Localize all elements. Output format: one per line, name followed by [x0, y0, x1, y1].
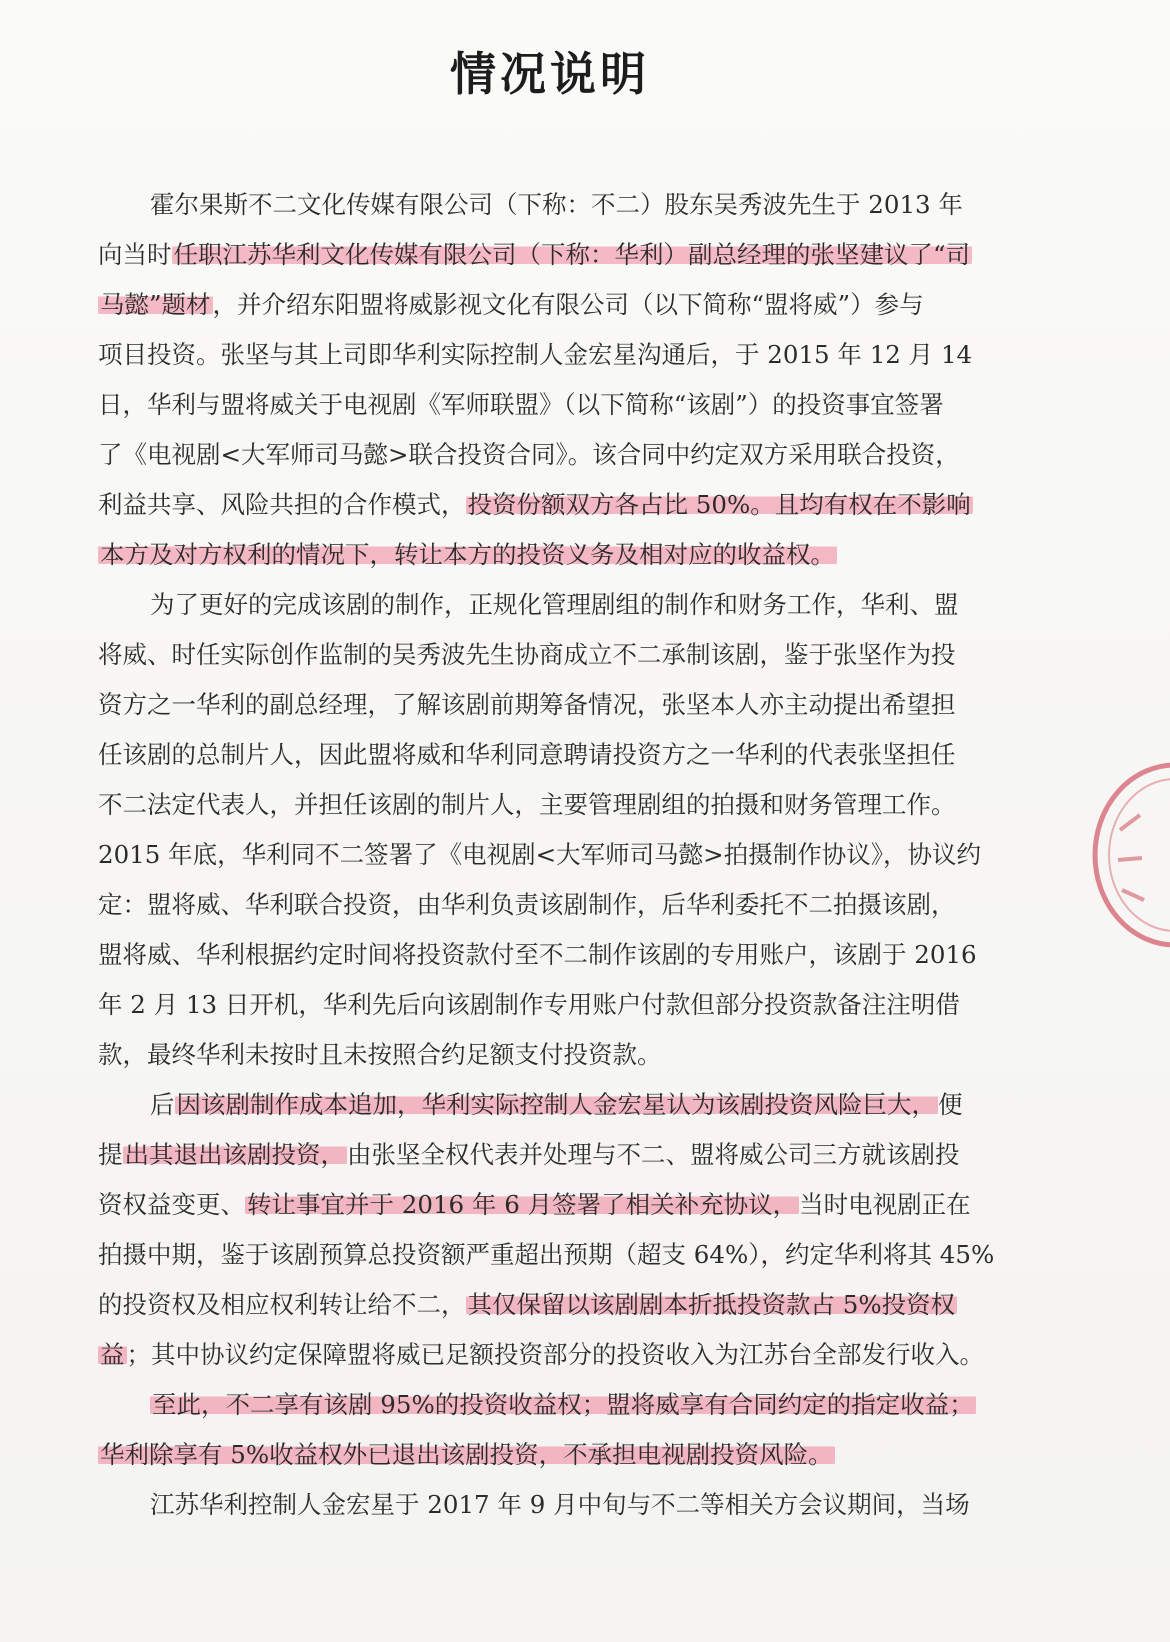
text-line — [98, 1230, 998, 1280]
text-line — [98, 1480, 998, 1530]
highlighted-text: 本方及对方权利的情况下，转让本方的投资义务及相对应的收益权。 — [100, 540, 835, 569]
text-segment: 江苏华利控制人金宏星于 2017 年 9 月中旬与不二等相关方会议期间，当场 — [150, 1490, 970, 1519]
text-segment: 2015 年底，华利同不二签署了《电视剧<大军师司马懿>拍摄制作协议》，协议约 — [98, 840, 981, 869]
text-segment: 项目投资。张坚与其上司即华利实际控制人金宏星沟通后，于 2015 年 12 月 14 — [98, 340, 973, 369]
highlighted-text: 益 — [100, 1340, 125, 1369]
text-line — [98, 1330, 998, 1380]
text-line — [98, 1280, 998, 1330]
text-segment: 日，华利与盟将威关于电视剧《军师联盟》（以下简称“该剧”）的投资事宜签署 — [98, 390, 944, 419]
text-line — [98, 680, 998, 730]
document-body — [98, 180, 998, 1530]
text-line — [98, 630, 998, 680]
text-segment: 霍尔果斯不二文化传媒有限公司（下称：不二）股东吴秀波先生于 2013 年 — [150, 190, 963, 219]
text-segment: ；其中协议约定保障盟将威已足额投资部分的投资收入为江苏台全部发行收入。 — [126, 1340, 984, 1369]
text-segment: 利益共享、风险共担的合作模式， — [98, 490, 466, 519]
text-line — [98, 330, 998, 380]
text-segment: 拍摄中期，鉴于该剧预算总投资额严重超出预期（超支 64%），约定华利将其 45% — [98, 1240, 995, 1269]
text-line — [98, 180, 998, 230]
text-segment: 盟将威、华利根据约定时间将投资款付至不二制作该剧的专用账户，该剧于 2016 — [98, 940, 977, 969]
text-line — [98, 480, 998, 530]
highlighted-text: 因该剧制作成本追加，华利实际控制人金宏星认为该剧投资风险巨大， — [176, 1090, 936, 1119]
highlighted-text: 投资份额双方各占比 50%。且均有权在不影响 — [467, 490, 971, 519]
text-segment: 当时电视剧正在 — [799, 1190, 971, 1219]
highlighted-text: 出其退出该剧投资， — [124, 1140, 345, 1169]
highlighted-text: 其仅保留以该剧剧本折抵投资款占 5%投资权 — [467, 1290, 956, 1319]
text-line — [98, 730, 998, 780]
text-segment: 了《电视剧<大军师司马懿>联合投资合同》。该合同中约定双方采用联合投资， — [98, 440, 960, 469]
text-line — [98, 780, 998, 830]
text-segment: 为了更好的完成该剧的制作，正规化管理剧组的制作和财务工作，华利、盟 — [150, 590, 959, 619]
text-segment: 后 — [150, 1090, 175, 1119]
text-segment: 由张坚全权代表并处理与不二、盟将威公司三方就该剧投 — [347, 1140, 960, 1169]
text-line — [98, 530, 998, 580]
text-line — [98, 1080, 998, 1130]
text-segment: 资权益变更、 — [98, 1190, 245, 1219]
text-line — [98, 880, 998, 930]
text-line — [98, 430, 998, 480]
text-segment: 将威、时任实际创作监制的吴秀波先生协商成立不二承制该剧，鉴于张坚作为投 — [98, 640, 956, 669]
text-segment: 便 — [938, 1090, 963, 1119]
text-line — [98, 230, 998, 280]
text-segment: 提 — [98, 1140, 123, 1169]
text-segment: 定：盟将威、华利联合投资，由华利负责该剧制作，后华利委托不二拍摄该剧， — [98, 890, 956, 919]
text-segment: 向当时 — [98, 240, 172, 269]
text-line — [98, 580, 998, 630]
text-line — [98, 280, 998, 330]
text-line — [98, 930, 998, 980]
highlighted-text: 马懿”题材 — [100, 290, 211, 319]
text-line — [98, 1430, 998, 1480]
text-line — [98, 1030, 998, 1080]
text-segment: 款，最终华利未按时且未按照合约足额支付投资款。 — [98, 1040, 662, 1069]
highlighted-text: 转让事宜并于 2016 年 6 月签署了相关补充协议， — [247, 1190, 798, 1219]
text-segment: 不二法定代表人，并担任该剧的制片人，主要管理剧组的拍摄和财务管理工作。 — [98, 790, 956, 819]
text-segment: 任该剧的总制片人，因此盟将威和华利同意聘请投资方之一华利的代表张坚担任 — [98, 740, 956, 769]
text-segment: 资方之一华利的副总经理，了解该剧前期筹备情况，张坚本人亦主动提出希望担 — [98, 690, 956, 719]
highlighted-text: 华利除享有 5%收益权外已退出该剧投资，不承担电视剧投资风险。 — [100, 1440, 833, 1469]
text-line — [98, 380, 998, 430]
document-title: 情况说明 — [450, 47, 650, 101]
text-line — [98, 1180, 998, 1230]
text-line — [98, 1380, 998, 1430]
text-segment: ，并介绍东阳盟将威影视文化有限公司（以下简称“盟将威”）参与 — [212, 290, 924, 319]
text-line — [98, 830, 998, 880]
text-line — [98, 980, 998, 1030]
highlighted-text: 至此，不二享有该剧 95%的投资收益权；盟将威享有合同约定的指定收益； — [152, 1390, 974, 1419]
text-segment: 的投资权及相应权利转让给不二， — [98, 1290, 466, 1319]
highlighted-text: 任职江苏华利文化传媒有限公司（下称：华利）副总经理的张坚建议了“司 — [173, 240, 971, 269]
red-seal-stamp — [1080, 760, 1170, 950]
text-line — [98, 1130, 998, 1180]
text-segment: 年 2 月 13 日开机，华利先后向该剧制作专用账户付款但部分投资款备注注明借 — [98, 990, 960, 1019]
